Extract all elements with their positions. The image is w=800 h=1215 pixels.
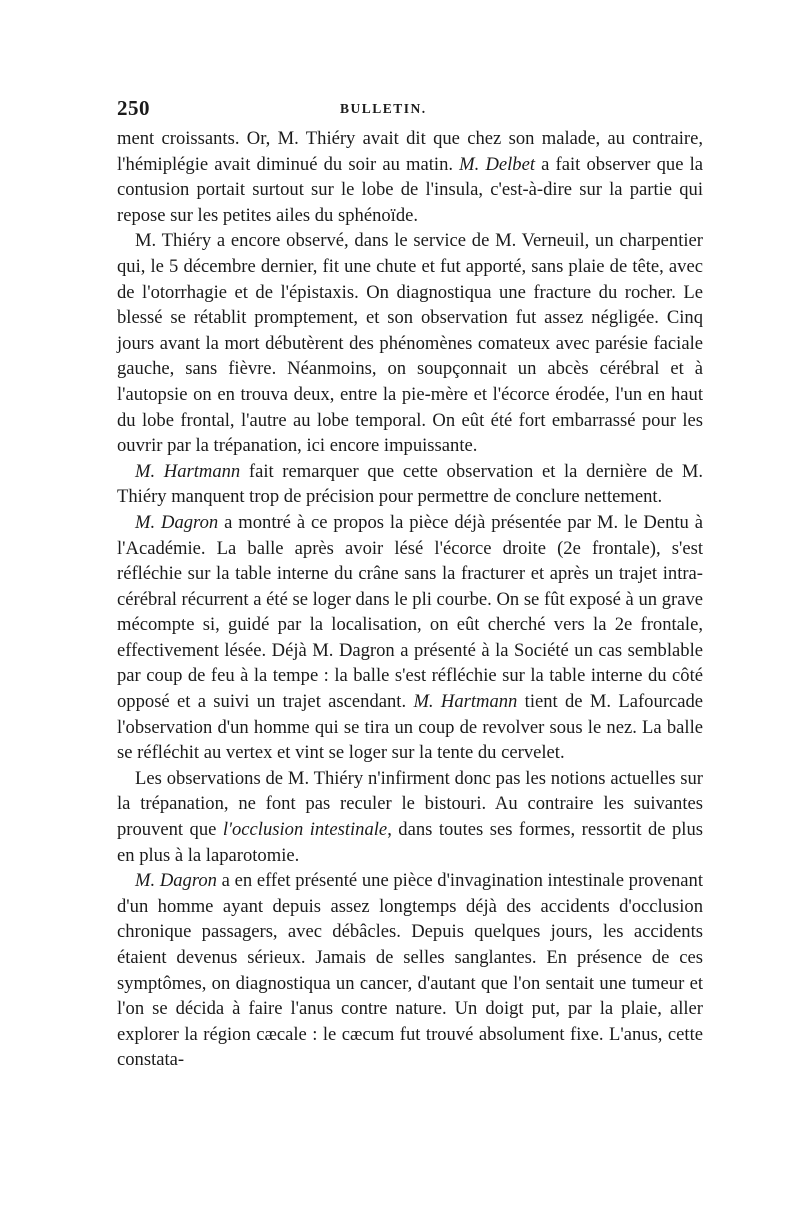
text-run: ment croissants. Or, M. Thiéry avait dit que chez son malade, au contraire, l'hémiplégie avait diminué du soir au matin. <box>117 128 703 175</box>
text-run: M. Thiéry a encore observé, dans le service de M. Verneuil, un charpentier qui, le 5 décembre dernier, fit une chute et fut apporté, sans plaie de tête, avec de l'otorrhagie et de l'épistaxis. On diagnostiqua une fracture du rocher. Le blessé se rétablit promptement, et son observation fut assez négligée. Cinq jours avant la mort débutèrent des phénomènes comateux avec parésie faciale gauche, sans fièvre. Néanmoins, on soupçonnait un abcès cérébral et à l'autopsie on en trouva deux, entre la pie-mère et l'écorce érodée, l'un en haut du lobe frontal, l'autre au lobe temporal. On eût été fort embarrassé pour les ouvrir par la trépanation, ici encore impuissante. <box>117 230 703 457</box>
italic-name: M. Hartmann <box>135 460 241 482</box>
paragraph-p2 <box>117 228 703 458</box>
italic-name: M. Delbet <box>459 153 536 175</box>
paragraph-p5 <box>117 766 703 868</box>
text-run: a montré à ce propos la pièce déjà présentée par M. le Dentu à l'Académie. La balle après avoir lésé l'écorce droite (2e frontale), s'est réfléchie sur la table interne du crâne sans la fracturer et après un trajet intra-cérébral récurrent a été se loger dans le pli courbe. On se fût exposé à un grave mécompte si, guidé par la localisation, on eût cherché vers la 2e frontale, effectivement lésée. Déjà M. Dagron a présenté à la Société un cas semblable par coup de feu à la tempe : la balle s'est réfléchie sur la table interne du côté opposé et a suivi un trajet ascendant. <box>117 511 703 713</box>
running-head <box>117 96 703 126</box>
text-run: a en effet présenté une pièce d'invagination intestinale provenant d'un homme ayant depuis assez longtemps déjà des accidents d'occlusion chronique passagers, avec débâcles. Depuis quelques jours, les accidents étaient devenus sérieux. Jamais de selles sanglantes. En présence de ces symptômes, on diagnostiqua un cancer, d'autant que l'on sentait une tumeur et l'on se décida à faire l'anus contre nature. Un doigt put, par la plaie, aller explorer la région cæcale : le cæcum fut trouvé absolument fixe. L'anus, cette constata- <box>117 870 703 1071</box>
paragraph-p6 <box>117 868 703 1073</box>
page-number: 250 <box>117 96 150 120</box>
text-run: Les observations de M. Thiéry n'infirment donc pas les notions actuelles sur la trépanation, ne font pas reculer le bistouri. Au contraire les suivantes prouvent que <box>117 767 703 841</box>
paragraph-p4 <box>117 510 703 766</box>
text-run: , dans toutes ses formes, ressortit de plus en plus à la laparotomie. <box>117 819 703 866</box>
text-run: fait remarquer que cette observation et la dernière de M. Thiéry manquent trop de précision pour permettre de conclure nettement. <box>117 460 703 508</box>
text-run: a fait observer que la contusion portait surtout sur le lobe de l'insula, c'est-à-dire sur la partie qui repose sur les petites ailes du sphénoïde. <box>117 153 703 226</box>
body-text <box>117 126 703 1073</box>
text-run: tient de M. Lafourcade l'observation d'un homme qui se tira un coup de revolver sous le nez. La balle se réfléchit au vertex et vint se loger sur la tente du cervelet. <box>117 691 704 764</box>
paragraph-p1 <box>117 126 703 228</box>
italic-name: l'occlusion intestinale <box>222 819 388 841</box>
italic-name: M. Dagron <box>135 870 217 892</box>
italic-name: M. Dagron <box>135 511 219 533</box>
running-title: BULLETIN. <box>340 101 427 116</box>
italic-name: M. Hartmann <box>413 691 518 713</box>
book-page <box>117 96 703 1073</box>
paragraph-p3 <box>117 459 703 510</box>
